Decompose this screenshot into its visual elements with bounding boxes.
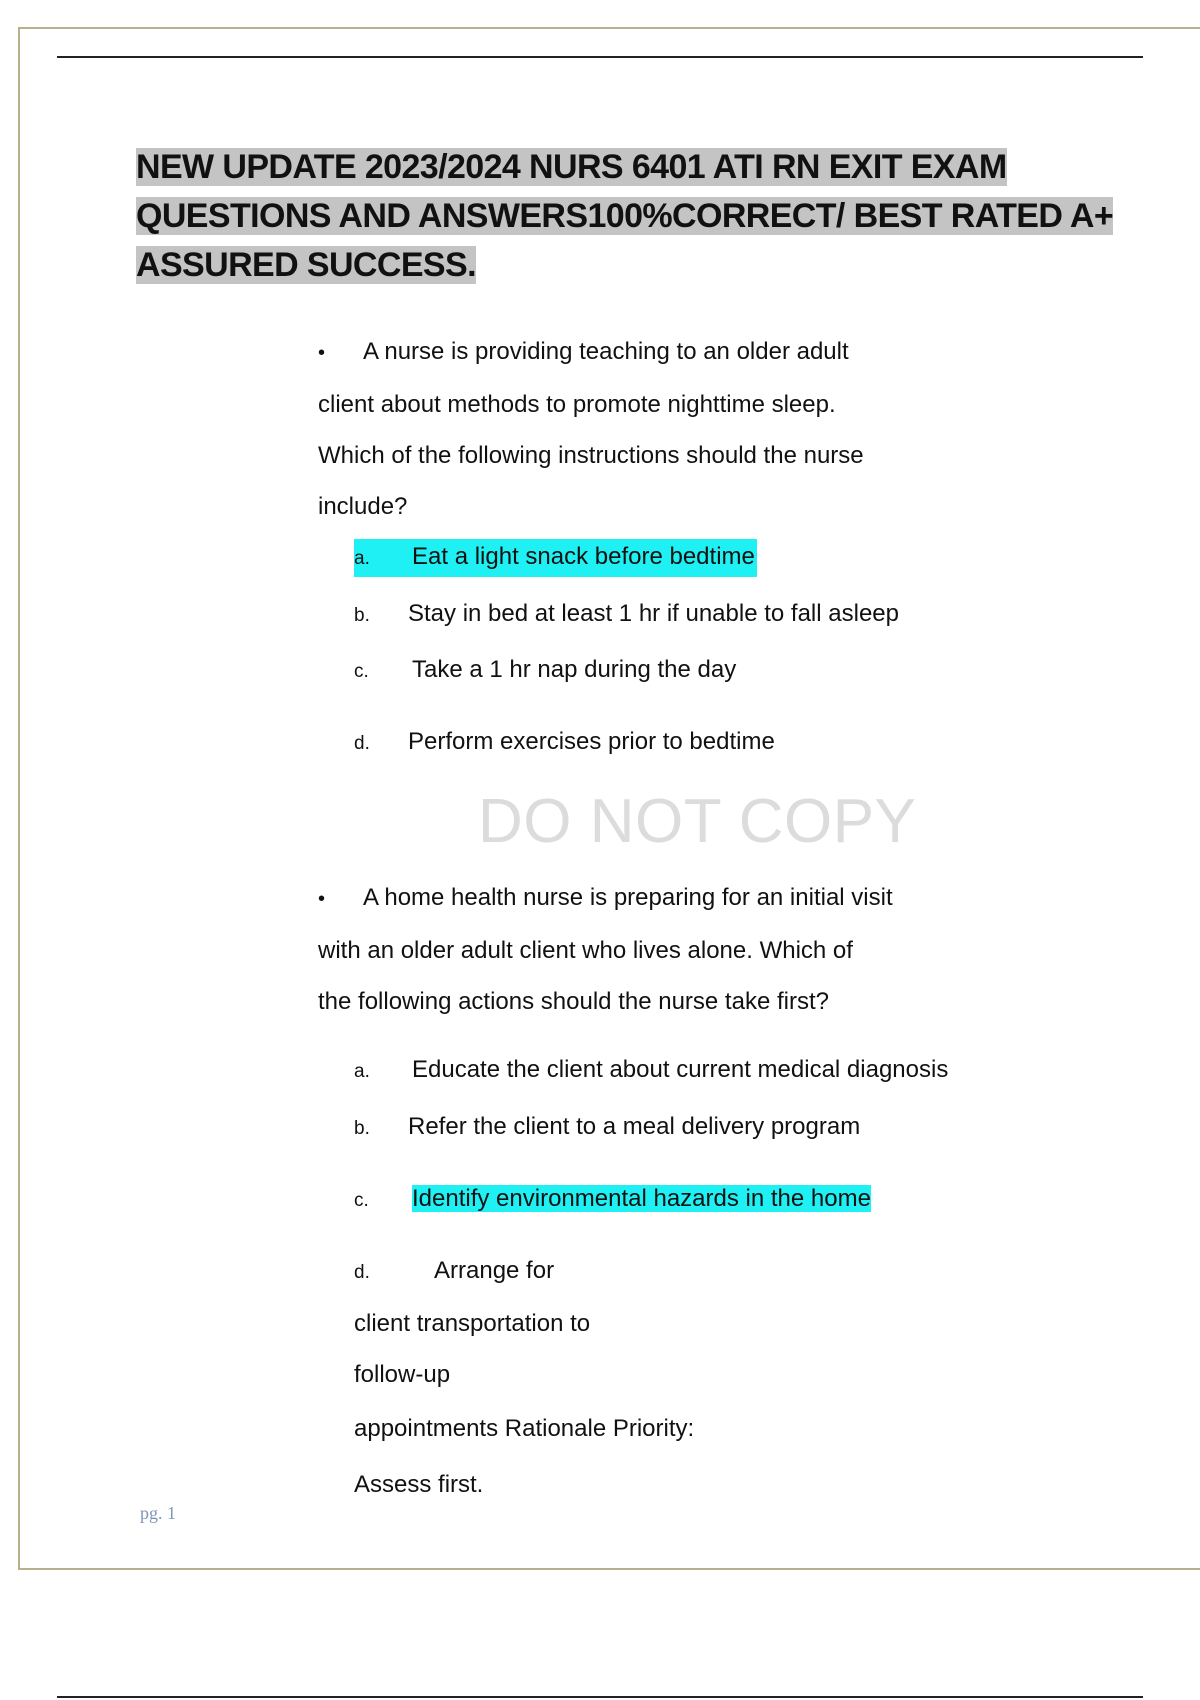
footer-rule: [57, 1696, 1143, 1698]
watermark: DO NOT COPY: [478, 787, 917, 856]
question-2-option-a: [354, 1052, 948, 1090]
option-text: Refer the client to a meal delivery program: [408, 1113, 861, 1140]
question-1-option-d: [354, 724, 775, 762]
option-text: Identify environmental hazards in the home: [412, 1185, 871, 1212]
option-text: Take a 1 hr nap during the day: [412, 656, 737, 683]
option-letter: c.: [354, 1190, 369, 1211]
question-1-option-a: [354, 539, 757, 577]
question-2-option-b: [354, 1109, 860, 1147]
option-text: Stay in bed at least 1 hr if unable to fall asleep: [408, 600, 899, 627]
bullet-icon: •: [318, 888, 326, 910]
question-1-option-b: [354, 596, 899, 634]
question-2-option-d: [354, 1253, 554, 1291]
question-2-text: • A home health nurse is preparing for an initial visit with an older adult client who lives alone. Which of the following actions should the nurse take first?: [318, 872, 938, 1027]
bullet-icon: •: [318, 342, 326, 364]
option-letter: d.: [354, 1262, 370, 1283]
option-letter: a.: [354, 548, 370, 569]
page-number: pg. 1: [140, 1503, 176, 1523]
option-text: Eat a light snack before bedtime: [412, 543, 755, 570]
question-1-text: • A nurse is providing teaching to an older adult client about methods to promote nighttime sleep. Which of the following instructions should the nurse include?: [318, 326, 938, 532]
option-letter: a.: [354, 1061, 370, 1082]
question-2-option-c: [354, 1181, 871, 1219]
option-letter: b.: [354, 1118, 370, 1139]
option-text: Arrange for: [434, 1257, 555, 1284]
header-rule: [57, 56, 1143, 58]
title-line-3: ASSURED SUCCESS.: [136, 246, 476, 284]
title-line-2: QUESTIONS AND ANSWERS100%CORRECT/ BEST RATED A+: [136, 197, 1114, 235]
option-letter: d.: [354, 733, 370, 754]
question-1-option-c: [354, 652, 736, 690]
option-text: Educate the client about current medical diagnosis: [412, 1056, 949, 1083]
title-line-1: NEW UPDATE 2023/2024 NURS 6401 ATI RN EXIT EXAM: [136, 148, 1007, 186]
document-title: [136, 143, 1136, 290]
option-letter: c.: [354, 661, 369, 682]
question-2-option-d-continuation: client transportation to follow-up appointments Rationale Priority: Assess first.: [354, 1310, 695, 1498]
option-text: Perform exercises prior to bedtime: [408, 728, 775, 755]
option-letter: b.: [354, 605, 370, 626]
